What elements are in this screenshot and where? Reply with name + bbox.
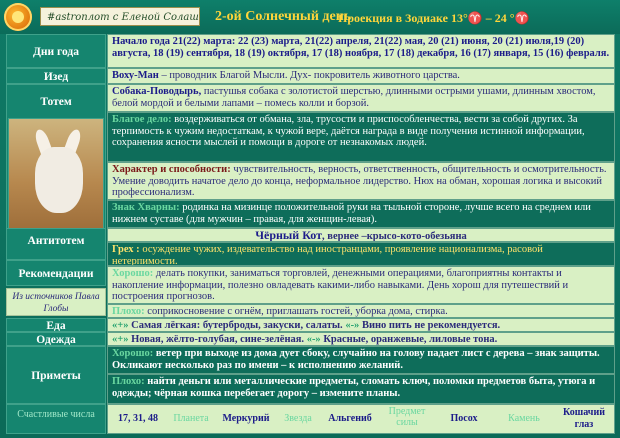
food-text: Самая лёгкая: бутерброды, закуски, салаты. [128,320,346,331]
clothing-minus-sign: «-» [306,334,321,345]
omens-good-title: Хорошо: [112,348,154,359]
days-label: Дни года [6,34,106,68]
character-title: Характер и способности: [112,164,231,175]
star-value: Альгениб [328,413,372,424]
sign-title: Знак Хварны: [112,202,180,213]
sin-row [107,242,615,266]
clothing-row [107,332,615,346]
rec-good-text: делать покупки, заниматься торговлей, денежными операциями, благоприятны контакты и накопление информации, полезно овладевать какими-либо навыками. День хорош для путешествий и построения прогнозов. [112,268,569,302]
star-label: Звезда [284,413,312,424]
ized-text: – проводник Благой Мысли. Дух- покровитель животного царства. [158,70,460,81]
character-text: чувствительность, верность, ответственность, общительность и осмотрительность. Умение доводить начатое дело до конца, неформальное лидерство. Нюх на обман, хорошая логика и высокий профессионализм. [112,164,607,198]
blago-text: воздерживаться от обмана, зла, трусости и приспособленчества, вести за собой других. За терпимость к чужим недостаткам, к чужой вере, даётся награда в виде получения истинной информации, сохранения ясности мыслей и помощи в дороге от незнакомых людей. [112,114,585,148]
sun-logo-icon [4,3,32,31]
stone-label: Камень [508,413,540,424]
rec-bad-row [107,304,615,318]
header-bar [0,0,620,34]
blago-title: Благое дело: [112,114,172,125]
dog-head [35,147,83,213]
rec-good-title: Хорошо: [112,268,154,279]
lucky-numbers-label: Счастливые числа [6,404,106,434]
omens-bad-title: Плохо: [112,376,145,387]
totem-label: Тотем [6,84,106,238]
hashtag: #astroплот [47,12,110,23]
food-plus-sign: «+» [112,320,129,331]
omens-good-row [107,346,615,374]
sign-row [107,200,615,228]
clothing-text: Новая, жёлто-голубая, сине-зелёная. [128,334,307,345]
author-tag [40,7,200,26]
source-note: Из источников Павла Глобы [6,288,106,316]
rec-good-row [107,266,615,304]
sin-text: осуждение чужих, издевательство над иностранцами, проявление национализма, расовой нетерпимости. [112,244,543,266]
totem-name: Собака-Поводырь, [112,86,202,97]
planet-label: Планета [173,413,209,424]
lucky-numbers: 17, 31, 48 [118,413,158,424]
page-title: 2-ой Солнечный день [215,9,352,24]
antitotem-label: Антитотем [6,228,106,260]
clothing-label: Одежда [6,332,106,346]
blago-row [107,112,615,162]
author-name: с Еленой Солаш [112,12,199,23]
ized-label: Изед [6,68,106,84]
omens-bad-text: найти деньги или металлические предметы, сломать ключ, поломки предметов быта, утюга и одежды; чёрная кошка перебегает дорогу – измените планы. [112,376,596,399]
food-minus-sign: «-» [345,320,360,331]
ized-name: Воху-Ман [112,70,159,81]
recommendations-label: Рекомендации [6,260,106,286]
sign-text: родинка на мизинце положительной руки на тыльной стороне, лучше всего на среднем или нижнем суставе (для мужчин – правая, для женщин-левая). [112,202,591,225]
omens-good-text: ветер при выходе из дома дует сбоку, случайно на голову падает лист с дерева – знак защиты. Окликают несколько раз по имени – к исполнению желаний. [112,348,600,371]
power-object-label: Предмет силы [388,406,426,428]
character-row [107,162,615,200]
totem-text: пастушья собака с золотистой шерстью, длинными острыми ушами, длинным хвостом, белой мордой и белыми лапами – помесь колли и борзой. [112,86,596,109]
planet-value: Меркурий [222,413,270,424]
sin-title: Грех : [112,244,140,255]
food-row [107,318,615,332]
antitotem-text: , вернее –крысо-кото-обезьяна [322,231,467,242]
rec-bad-title: Плохо: [112,306,145,317]
power-object-value: Посох [450,413,478,424]
antitotem-name: Чёрный Кот [255,228,323,242]
food-label: Еда [6,318,106,332]
ized-row [107,68,615,84]
clothing-text2: Красные, оранжевые, лиловые тона. [320,334,498,345]
omens-label: Приметы [6,346,106,404]
rec-bad-text: соприкосновение с огнём, приглашать гостей, уборка дома, стирка. [144,306,448,317]
food-text2: Вино пить не рекомендуется. [359,320,501,331]
zodiac-projection: Проекция в Зодиаке 13°♈ – 24 °♈ [338,11,530,25]
clothing-plus-sign: «+» [112,334,129,345]
stone-value: Кошачий глаз [563,407,605,430]
days-text: Начало года 21(22) марта: 22 (23) марта, 21(22) апреля, 21(22) мая, 20 (21) июня, 20 (21) июля,19 (20) августа, 18 (19) сентября, 18 (19) октября, 17 (18) ноября, 17 (18) декабря, 16 (17) января, 15 (16) февраля. [107,34,615,68]
dog-photo [8,118,104,236]
antitotem-row [107,228,615,242]
omens-bad-row [107,374,615,404]
totem-row [107,84,615,112]
